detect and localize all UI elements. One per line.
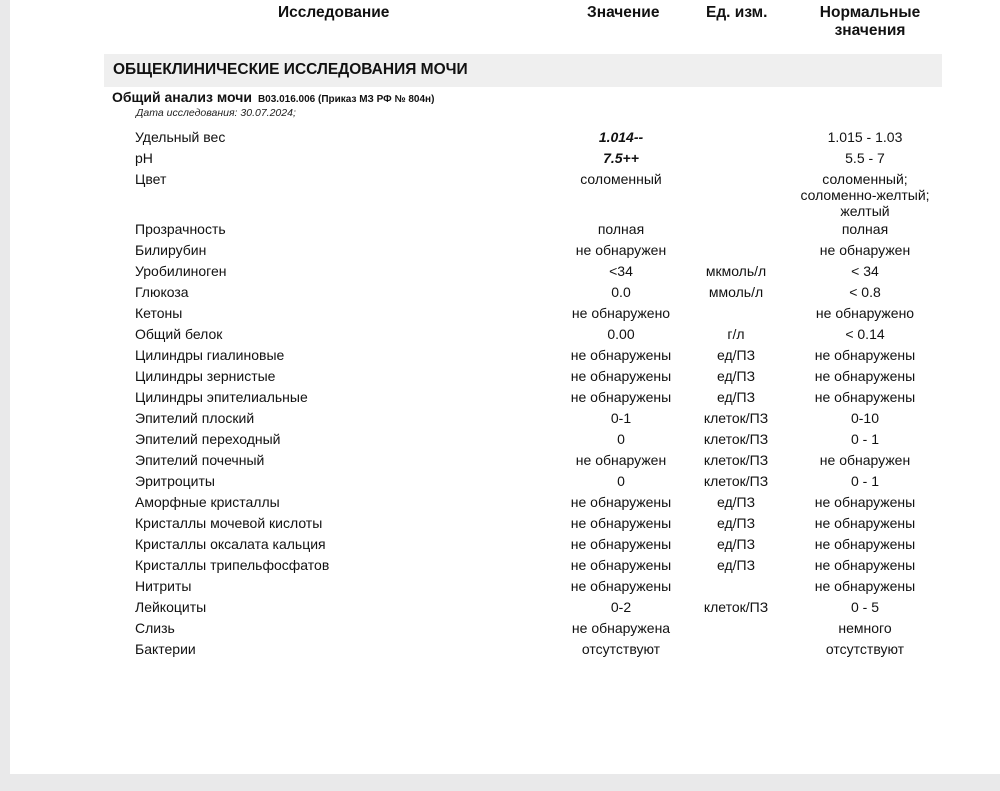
row-name: Цилиндры гиалиновые xyxy=(135,347,285,363)
row-name: Эритроциты xyxy=(135,473,215,489)
row-norm: 0 - 1 xyxy=(850,431,879,447)
row-norm: не обнаружены xyxy=(814,368,916,384)
section-header xyxy=(104,54,942,87)
row-name: Глюкоза xyxy=(135,284,189,300)
row-value: не обнаружены xyxy=(570,515,672,531)
row-name: Эпителий почечный xyxy=(135,452,265,468)
row-value: 0 xyxy=(617,431,625,447)
row-norm: < 0.14 xyxy=(845,326,885,342)
row-value: 0-1 xyxy=(610,410,632,426)
row-unit: ед/ПЗ xyxy=(716,557,756,573)
row-norm: не обнаружены xyxy=(814,389,916,405)
row-value: не обнаружены xyxy=(570,347,672,363)
row-name: pH xyxy=(135,150,153,166)
row-value: не обнаружены xyxy=(570,494,672,510)
row-value: не обнаружены xyxy=(570,368,672,384)
column-header-test: Исследование xyxy=(278,4,390,21)
row-value: 0 xyxy=(617,473,625,489)
row-value: не обнаружена xyxy=(571,620,671,636)
row-norm: не обнаружен xyxy=(819,242,911,258)
row-norm: не обнаружены xyxy=(814,578,916,594)
row-value: не обнаружены xyxy=(570,557,672,573)
row-unit: ед/ПЗ xyxy=(716,389,756,405)
row-value: отсутствуют xyxy=(581,641,661,657)
row-norm: немного xyxy=(838,620,892,636)
row-norm: < 0.8 xyxy=(849,284,881,300)
row-value: не обнаружен xyxy=(575,242,667,258)
row-norm: не обнаружены xyxy=(814,557,916,573)
row-name: Кетоны xyxy=(135,305,183,321)
row-name: Цилиндры эпителиальные xyxy=(135,389,308,405)
row-unit: клеток/ПЗ xyxy=(703,599,769,615)
row-norm: 5.5 - 7 xyxy=(845,150,885,166)
row-norm: не обнаружены xyxy=(814,515,916,531)
row-name: Эпителий переходный xyxy=(135,431,281,447)
row-name: Билирубин xyxy=(135,242,207,258)
row-name: Нитриты xyxy=(135,578,192,594)
row-norm: < 34 xyxy=(851,263,879,279)
row-norm: не обнаружено xyxy=(815,305,915,321)
column-header-norm-line1: Нормальные xyxy=(819,4,921,21)
row-name: Кристаллы трипельфосфатов xyxy=(135,557,330,573)
column-header-unit: Ед. изм. xyxy=(706,4,768,21)
test-title-text: Общий анализ мочи xyxy=(112,89,252,105)
row-value: 1.014-- xyxy=(598,129,644,145)
report-page xyxy=(10,0,1000,774)
row-norm: 0 - 5 xyxy=(850,599,879,615)
row-unit: клеток/ПЗ xyxy=(703,452,769,468)
row-name: Эпителий плоский xyxy=(135,410,255,426)
row-name: Лейкоциты xyxy=(135,599,207,615)
row-name: Цилиндры зернистые xyxy=(135,368,276,384)
row-value: не обнаружено xyxy=(571,305,671,321)
row-value: <34 xyxy=(609,263,633,279)
row-norm: 1.015 - 1.03 xyxy=(827,129,903,145)
row-unit: ед/ПЗ xyxy=(716,494,756,510)
row-value: не обнаружены xyxy=(570,389,672,405)
row-name: Уробилиноген xyxy=(135,263,227,279)
row-unit: клеток/ПЗ xyxy=(703,410,769,426)
row-norm: полная xyxy=(841,221,889,237)
section-title: ОБЩЕКЛИНИЧЕСКИЕ ИССЛЕДОВАНИЯ МОЧИ xyxy=(113,61,468,78)
row-norm: соломенный; соломенно-желтый; желтый xyxy=(800,171,930,219)
row-value: полная xyxy=(597,221,645,237)
test-code: B03.016.006 (Приказ МЗ РФ № 804н) xyxy=(257,94,435,105)
row-norm: 0-10 xyxy=(850,410,880,426)
row-unit: ед/ПЗ xyxy=(716,515,756,531)
row-unit: клеток/ПЗ xyxy=(703,473,769,489)
row-unit: ед/ПЗ xyxy=(716,368,756,384)
row-unit: ед/ПЗ xyxy=(716,347,756,363)
row-name: Удельный вес xyxy=(135,129,226,145)
row-name: Прозрачность xyxy=(135,221,226,237)
row-name: Цвет xyxy=(135,171,167,187)
column-header-norm xyxy=(805,4,935,40)
row-value: не обнаружен xyxy=(575,452,667,468)
row-unit: клеток/ПЗ xyxy=(703,431,769,447)
row-value: не обнаружены xyxy=(570,536,672,552)
row-unit: ммоль/л xyxy=(708,284,764,300)
row-value: 0.0 xyxy=(611,284,631,300)
row-norm: 0 - 1 xyxy=(850,473,879,489)
row-name: Бактерии xyxy=(135,641,196,657)
row-norm: не обнаружены xyxy=(814,536,916,552)
row-norm: не обнаружены xyxy=(814,494,916,510)
row-norm: не обнаружены xyxy=(814,347,916,363)
row-unit: г/л xyxy=(727,326,745,342)
row-norm: не обнаружен xyxy=(819,452,911,468)
row-name: Аморфные кристаллы xyxy=(135,494,280,510)
row-value: не обнаружены xyxy=(570,578,672,594)
row-value: 7.5++ xyxy=(603,150,639,166)
row-unit: мкмоль/л xyxy=(705,263,767,279)
row-value: 0-2 xyxy=(610,599,632,615)
row-name: Кристаллы мочевой кислоты xyxy=(135,515,323,531)
row-unit: ед/ПЗ xyxy=(716,536,756,552)
row-norm: отсутствуют xyxy=(825,641,905,657)
column-header-value: Значение xyxy=(587,4,660,21)
row-name: Общий белок xyxy=(135,326,223,342)
column-header-norm-line2: значения xyxy=(834,22,906,39)
test-date: Дата исследования: 30.07.2024; xyxy=(136,107,296,119)
row-value: 0.00 xyxy=(607,326,635,342)
row-name: Кристаллы оксалата кальция xyxy=(135,536,326,552)
test-title xyxy=(112,89,434,105)
row-value: соломенный xyxy=(580,171,662,187)
row-name: Слизь xyxy=(135,620,175,636)
